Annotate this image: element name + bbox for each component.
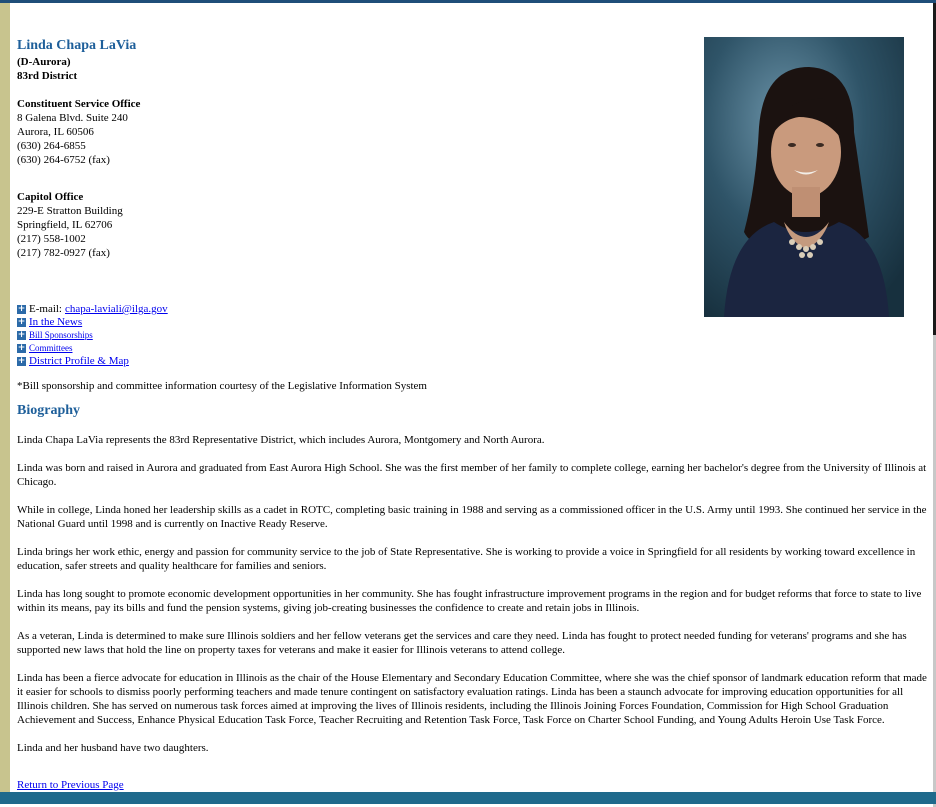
rep-name: Linda Chapa LaVia [17, 38, 137, 53]
plus-icon: + [17, 330, 26, 340]
district-profile-link[interactable]: District Profile & Map [29, 355, 129, 367]
plus-icon: + [17, 304, 26, 314]
biography-text [17, 433, 929, 769]
bio-paragraph: While in college, Linda honed her leadership skills as a cadet in ROTC, completing basic training in 1988 and serving as a commissioned officer in the U.S. Army until 1993. She continued her service in the National Guard until 1998 and is currently on Inactive Ready Reserve. [17, 504, 927, 530]
office-title: Capitol Office [17, 191, 84, 203]
office-line: 8 Galena Blvd. Suite 240 [17, 112, 128, 124]
office-line: Springfield, IL 62706 [17, 219, 113, 231]
left-border [0, 3, 10, 804]
bio-paragraph: Linda brings her work ethic, energy and passion for community service to the job of State Representative. She is working to provide a voice in Springfield for all residents by working toward excellence in education, safer streets and quality healthcare for families and seniors. [17, 546, 916, 572]
office-phone: (630) 264-6855 [17, 140, 86, 152]
office-title: Constituent Service Office [17, 98, 141, 110]
bio-paragraph: Linda has long sought to promote economic development opportunities in her community. She has fought infrastructure improvement programs in the region and for budget reforms that force to state to live within its means, pay its bills and fund the pension systems, giving job-creating businesses the confidence to create and retain jobs in Illinois. [17, 588, 922, 614]
bio-paragraph: Linda has been a fierce advocate for education in Illinois as the chair of the House Elementary and Secondary Education Committee, where she was the chief sponsor of landmark education reform that made it easier for schools to dismiss poorly performing teachers and made tenure contingent on satisfactory evaluation ratings. Linda has been a staunch advocate for improving education opportunities for all Illinois children. She has served on numerous task forces aimed at improving the lives of Illinois residents, including the Illinois Joining Forces Foundation, Commission for High School Graduation Achievement and Success, Enhance Physical Education Task Force, Teacher Recruiting and Retention Task Force, Task Force on Charter School Funding, and Young Adults Heroin Use Task Force. [17, 672, 927, 726]
plus-icon: + [17, 343, 26, 353]
office-line: Aurora, IL 60506 [17, 126, 94, 138]
rep-portrait [704, 37, 904, 317]
bio-paragraph: Linda was born and raised in Aurora and graduated from East Aurora High School. She was the first member of her family to complete college, earning her bachelor's degree from the University of Illinois at Chicago. [17, 462, 927, 488]
committees-link[interactable]: Committees [29, 343, 73, 353]
portrait-image [704, 37, 904, 317]
email-label: E-mail: [29, 303, 62, 315]
email-row [17, 303, 168, 316]
capitol-office [17, 190, 123, 260]
link-list [17, 303, 168, 368]
plus-icon: + [17, 356, 26, 366]
news-link[interactable]: In the News [29, 316, 83, 328]
top-border [0, 0, 936, 3]
committees-row [17, 342, 168, 355]
bottom-border [0, 792, 936, 804]
constituent-office [17, 97, 140, 167]
profile-row [17, 355, 168, 368]
plus-icon: + [17, 317, 26, 327]
bio-paragraph: As a veteran, Linda is determined to make sure Illinois soldiers and her fellow veterans get the services and care they need. Linda has fought to protect needed funding for veterans' programs and she has supported new laws that hold the line on property taxes for veterans and make it easier for Illinois veterans to attend college. [17, 630, 907, 656]
rep-party: (D-Aurora) [17, 56, 71, 68]
bio-paragraph: Linda and her husband have two daughters. [17, 742, 209, 754]
bill-sponsorships-link[interactable]: Bill Sponsorships [29, 330, 93, 340]
return-link[interactable]: Return to Previous Page [17, 779, 124, 791]
office-phone: (217) 558-1002 [17, 233, 86, 245]
right-border [929, 3, 936, 804]
courtesy-note: *Bill sponsorship and committee information courtesy of the Legislative Information System [17, 380, 427, 392]
rep-district: 83rd District [17, 70, 78, 82]
email-link[interactable]: chapa-laviali@ilga.gov [65, 303, 168, 315]
news-row [17, 316, 168, 329]
biography-heading: Biography [17, 403, 81, 418]
office-line: 229-E Stratton Building [17, 205, 123, 217]
bio-paragraph: Linda Chapa LaVia represents the 83rd Representative District, which includes Aurora, Montgomery and North Aurora. [17, 434, 545, 446]
office-fax: (217) 782-0927 (fax) [17, 247, 110, 259]
bills-row [17, 329, 168, 342]
office-fax: (630) 264-6752 (fax) [17, 154, 110, 166]
